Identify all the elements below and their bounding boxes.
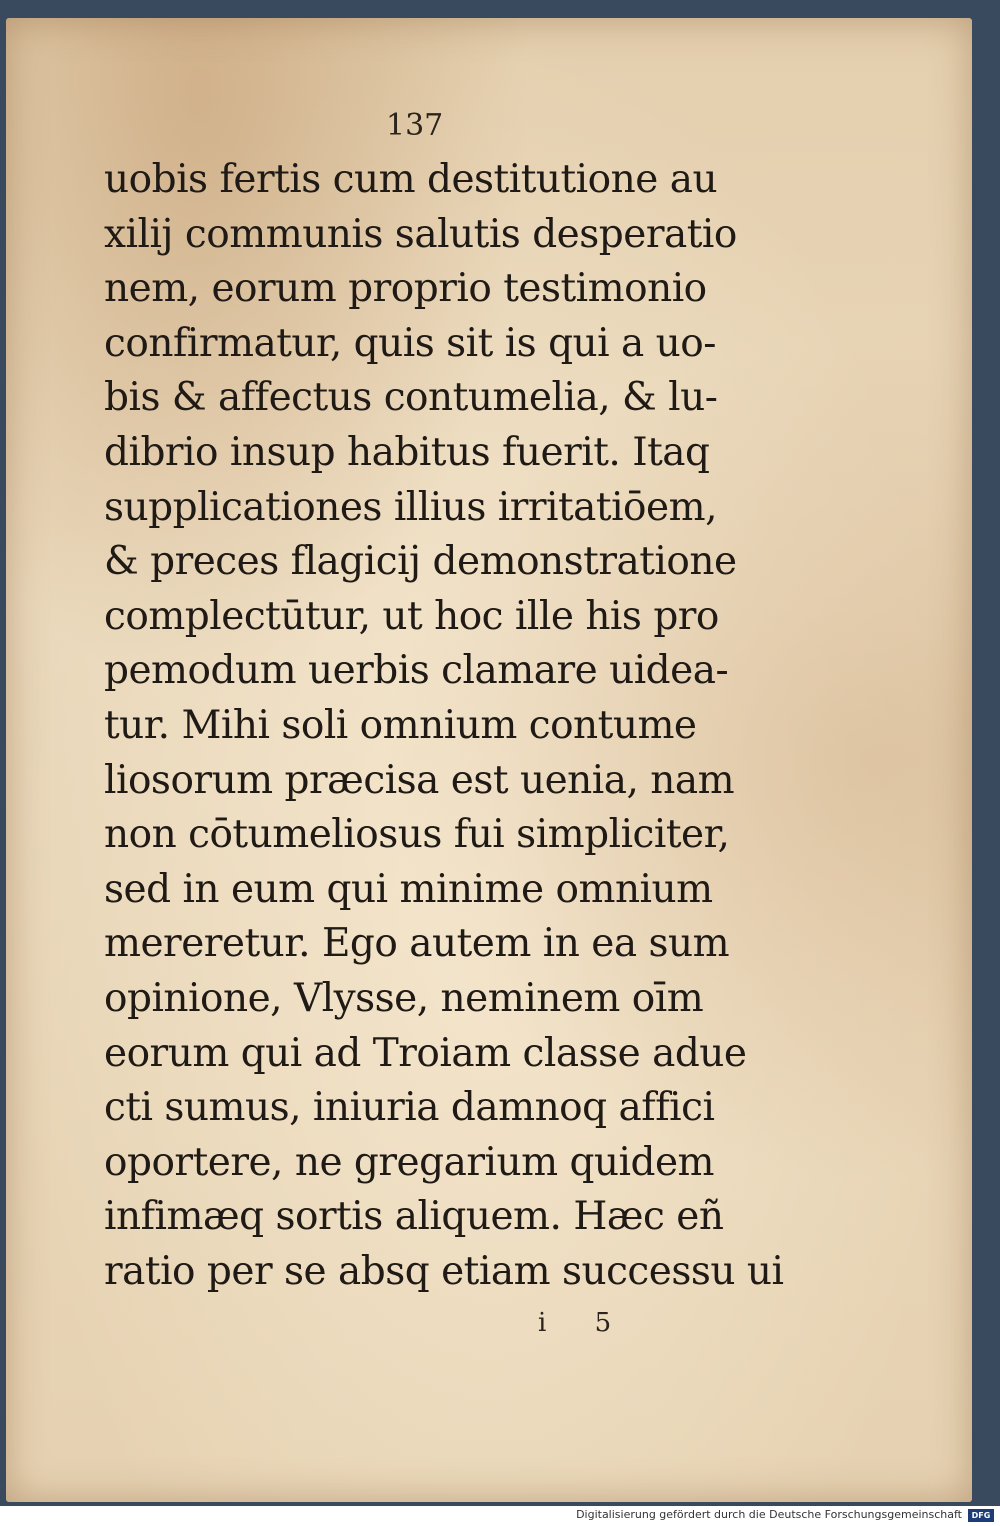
text-line: xilij communis salutis desperatio xyxy=(104,211,737,257)
dfg-logo-icon: DFG xyxy=(968,1509,994,1522)
text-line: cti sumus, iniuria damnoq affici xyxy=(104,1085,715,1131)
text-line: supplicationes illius irritatiōem, xyxy=(104,484,717,530)
footer-bar xyxy=(0,1506,1000,1526)
text-line: liosorum præcisa est uenia, nam xyxy=(104,757,735,803)
text-line: oportere, ne gregarium quidem xyxy=(104,1139,715,1185)
text-line: uobis fertis cum destitutione au xyxy=(104,157,718,202)
page-number: 137 xyxy=(386,108,444,143)
text-line: bis & affectus contumelia, & lu- xyxy=(104,375,718,421)
text-line: infimæq sortis aliquem. Hæc eñ xyxy=(104,1194,724,1240)
funding-credit: Digitalisierung gefördert durch die Deutsche Forschungsgemeinschaft xyxy=(576,1508,962,1521)
text-line: & preces flagicij demonstratione xyxy=(104,539,737,585)
text-line: eorum qui ad Troiam classe adue xyxy=(104,1030,747,1076)
text-line: complectūtur, ut hoc ille his pro xyxy=(104,593,719,639)
book-page xyxy=(6,18,972,1502)
text-line: pemodum uerbis clamare uidea- xyxy=(104,648,729,694)
text-line: opinione, Vlysse, neminem oīm xyxy=(104,975,704,1021)
text-line: ratio per se absq etiam successu ui xyxy=(104,1248,784,1294)
text-line: nem, eorum proprio testimonio xyxy=(104,266,707,312)
text-line: sed in eum qui minime omnium xyxy=(104,866,713,912)
text-block xyxy=(104,153,784,1299)
signature-mark: i 5 xyxy=(538,1308,612,1338)
text-line: non cōtumeliosus fui simpliciter, xyxy=(104,812,730,858)
text-line: dibrio insup habitus fuerit. Itaq xyxy=(104,429,710,475)
text-line: mereretur. Ego autem in ea sum xyxy=(104,921,730,967)
text-line: tur. Mihi soli omnium contume xyxy=(104,702,697,748)
text-line: confirmatur, quis sit is qui a uo- xyxy=(104,320,716,366)
